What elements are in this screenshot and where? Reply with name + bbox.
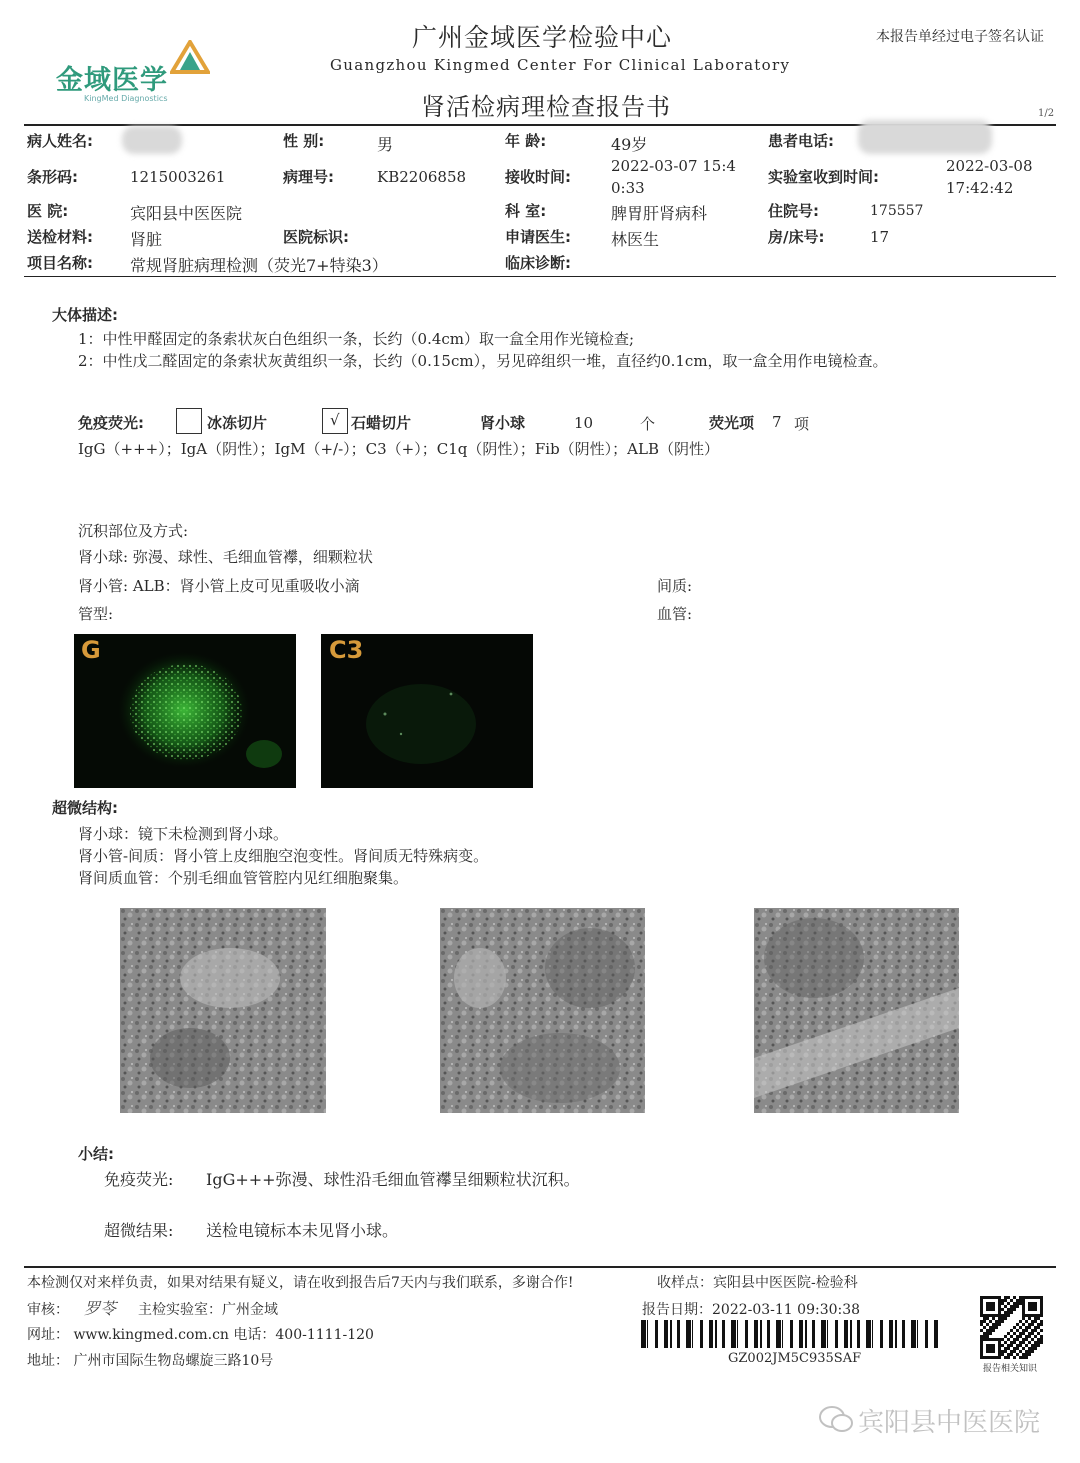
- deposit-cast: 管型:: [78, 605, 114, 623]
- material-value: 肾脏: [130, 230, 163, 249]
- watermark: [818, 1400, 1048, 1436]
- em-image-3: [754, 908, 959, 1113]
- em-line1: 肾小球：镜下未检测到肾小球。: [78, 825, 289, 843]
- if-image-c3: [321, 634, 533, 788]
- gross-line1: 1：中性甲醛固定的条索状灰白色组织一条，长约（0.4cm）取一盒全用作光镜检查;: [78, 330, 635, 348]
- wechat-icon: [818, 1404, 854, 1434]
- name-redacted: [122, 126, 182, 154]
- hospital-label: 医 院:: [27, 202, 69, 220]
- summary-em-label: 超微结果:: [104, 1221, 174, 1240]
- check-mark-icon: √: [330, 411, 340, 429]
- report-date: 报告日期：2022-03-11 09:30:38: [642, 1302, 861, 1318]
- barcode-icon: [638, 1320, 938, 1348]
- em-title: 超微结构:: [52, 799, 118, 817]
- lab-recv-label: 实验室收到时间:: [768, 168, 879, 186]
- inpatient-value: 175557: [870, 203, 924, 219]
- glom-count: 10: [574, 414, 594, 432]
- gender-label: 性 别:: [283, 132, 325, 150]
- page-number: 1/2: [1038, 108, 1055, 119]
- summary-if-text: IgG+++弥漫、球性沿毛细血管襻呈细颗粒状沉积。: [206, 1170, 580, 1189]
- if-image-c3-label: C3: [329, 636, 364, 664]
- em-line2: 肾小管-间质：肾小管上皮细胞空泡变性。肾间质无特殊病变。: [78, 847, 489, 865]
- hospital-value: 宾阳县中医医院: [130, 204, 243, 223]
- em-image-1: [120, 908, 326, 1113]
- paraffin-label: 石蜡切片: [351, 414, 412, 432]
- if-items-label: 荧光项: [709, 414, 755, 432]
- doctor-value: 林医生: [611, 230, 660, 249]
- if-items-unit: 项: [794, 415, 810, 433]
- logo-text: 金域医学: [56, 65, 168, 96]
- material-label: 送检材料:: [27, 228, 93, 246]
- item-value: 常规肾脏病理检测（荧光7+特染3）: [130, 256, 388, 275]
- if-image-igg: [74, 634, 296, 788]
- footer-lab: 主检实验室：广州金域: [138, 1302, 278, 1318]
- lab-recv-line2: 17:42:42: [946, 179, 1014, 197]
- inpatient-label: 住院号:: [768, 202, 819, 220]
- hosp-mark-label: 医院标识:: [283, 228, 349, 246]
- if-items-count: 7: [772, 413, 782, 431]
- glom-unit: 个: [640, 415, 656, 433]
- diag-label: 临床诊断:: [505, 254, 571, 272]
- footer-disclaimer: 本检测仅对来样负责，如果对结果有疑义，请在收到报告后7天内与我们联系，多谢合作!: [27, 1275, 574, 1291]
- em-micrograph-icon: [754, 908, 959, 1113]
- if-results: IgG（+++）；IgA（阴性）；IgM（+/-）；C3（+）；C1q（阴性）；Fib（阴性）；ALB（阴性）: [78, 440, 719, 458]
- em-micrograph-icon: [120, 908, 326, 1113]
- gross-title: 大体描述:: [52, 306, 118, 324]
- em-image-2: [440, 908, 645, 1113]
- name-label: 病人姓名:: [27, 132, 93, 150]
- if-image-igg-label: G: [81, 636, 101, 664]
- qr-caption: 报告相关知识: [983, 1364, 1038, 1374]
- paraffin-checkbox[interactable]: [322, 408, 348, 434]
- deposit-vessel: 血管:: [657, 605, 693, 623]
- barcode-text: GZ002JM5C935SAF: [728, 1351, 862, 1366]
- center-name-en: Guangzhou Kingmed Center For Clinical Laboratory: [330, 56, 791, 74]
- age-label: 年 龄:: [505, 132, 547, 150]
- gross-line2: 2：中性戊二醛固定的条索状灰黄组织一条，长约（0.15cm），另见碎组织一堆，直径约0.1cm，取一盒全用作电镜检查。: [78, 352, 888, 370]
- bed-label: 房/床号:: [768, 228, 825, 246]
- if-label: 免疫荧光:: [78, 414, 144, 432]
- em-micrograph-icon: [440, 908, 645, 1113]
- recv-time-label: 接收时间:: [505, 168, 571, 186]
- footer-collect: 收样点：宾阳县中医医院-检验科: [657, 1275, 858, 1291]
- barcode-label: 条形码:: [27, 168, 78, 186]
- review-label: 审核：: [27, 1302, 69, 1318]
- summary-title: 小结:: [78, 1145, 114, 1163]
- report-barcode: [638, 1320, 938, 1348]
- frozen-checkbox[interactable]: [176, 408, 202, 434]
- doctor-label: 申请医生:: [505, 228, 571, 246]
- deposit-tubule: 肾小管: ALB：肾小管上皮可见重吸收小滴: [78, 577, 360, 595]
- watermark-text: 宾阳县中医医院: [858, 1408, 1041, 1438]
- deposit-interstitium: 间质:: [657, 577, 693, 595]
- footer-address: 地址： 广州市国际生物岛螺旋三路10号: [27, 1353, 274, 1369]
- barcode-value: 1215003261: [130, 168, 226, 186]
- footer-web: 网址： www.kingmed.com.cn 电话：400-1111-120: [27, 1327, 374, 1343]
- review-signature: 罗苓: [84, 1299, 117, 1318]
- report-title: 肾活检病理检查报告书: [421, 93, 671, 121]
- lab-recv-line1: 2022-03-08: [946, 157, 1033, 175]
- info-divider: [24, 276, 1056, 277]
- em-line3: 肾间质血管：个别毛细血管管腔内见红细胞聚集。: [78, 869, 409, 887]
- phone-redacted: [858, 120, 992, 154]
- igg-fluorescence-icon: [74, 634, 296, 788]
- dept-label: 科 室:: [505, 202, 547, 220]
- frozen-label: 冰冻切片: [207, 414, 268, 432]
- footer-divider: [24, 1266, 1056, 1268]
- phone-label: 患者电话:: [768, 132, 834, 150]
- deposit-glom: 肾小球: 弥漫、球性、毛细血管襻，细颗粒状: [78, 548, 373, 566]
- esign-note: 本报告单经过电子签名认证: [876, 29, 1044, 45]
- deposit-title: 沉积部位及方式:: [78, 522, 189, 540]
- path-no-value: KB2206858: [377, 168, 467, 186]
- logo-mark-icon: [170, 40, 210, 80]
- dept-value: 脾胃肝肾病科: [611, 204, 708, 223]
- logo-subtitle: KingMed Diagnostics: [84, 94, 168, 103]
- gender-value: 男: [377, 135, 394, 154]
- glom-label: 肾小球: [480, 414, 526, 432]
- item-label: 项目名称:: [27, 254, 93, 272]
- age-value: 49岁: [611, 135, 648, 154]
- recv-time-line2: 0:33: [611, 179, 645, 197]
- qr-code[interactable]: [978, 1296, 1046, 1360]
- path-no-label: 病理号:: [283, 168, 334, 186]
- center-name-cn: 广州金域医学检验中心: [412, 23, 673, 52]
- summary-if-label: 免疫荧光:: [104, 1170, 174, 1189]
- recv-time-line1: 2022-03-07 15:4: [611, 157, 736, 175]
- kingmed-logo: [52, 40, 202, 106]
- bed-value: 17: [870, 228, 890, 246]
- qr-code-icon: [978, 1296, 1046, 1360]
- summary-em-text: 送检电镜标本未见肾小球。: [206, 1221, 399, 1240]
